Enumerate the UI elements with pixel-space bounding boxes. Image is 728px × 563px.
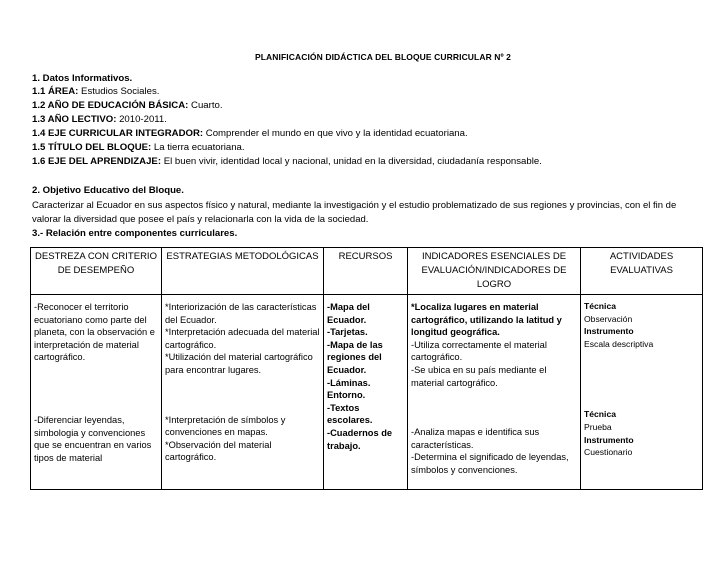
cell-destreza <box>31 295 162 490</box>
curricular-table <box>30 247 703 490</box>
recurso-item: Entorno. <box>327 390 366 401</box>
field-area <box>32 86 159 98</box>
instrumento-value: Escala descriptiva <box>584 338 654 349</box>
indicador-item: -Analiza mapas e identifica sus características. <box>411 427 540 450</box>
document-title: PLANIFICACIÓN DIDÁCTICA DEL BLOQUE CURRICULAR Nº 2 <box>254 52 512 62</box>
field-label: 1.1 ÁREA: <box>32 86 79 97</box>
tecnica-value: Prueba <box>584 421 612 432</box>
field-label: 1.5 TÍTULO DEL BLOQUE: <box>32 142 152 153</box>
recurso-item: -Mapa del Ecuador. <box>327 302 370 325</box>
field-value: Estudios Sociales. <box>78 86 160 97</box>
section3-heading: 3.- Relación entre componentes curriculares. <box>32 228 238 239</box>
indicador-item: -Se ubica en su país mediante el material cartográfico. <box>411 364 547 388</box>
header-actividades: ACTIVIDADES EVALUATIVAS <box>581 248 703 295</box>
estrategia-item: *Utilización del material cartográfico para encontrar lugares. <box>165 352 313 375</box>
destreza-a: -Reconocer el territorio ecuatoriano como parte del planeta, con la observación e interpretación de material cartográfico. <box>34 302 155 363</box>
cell-indicadores <box>408 295 581 490</box>
field-value: El buen vivir, identidad local y nacional, unidad en la diversidad, ciudadanía responsable. <box>161 156 542 167</box>
estrategia-item: *Interpretación de símbolos y convenciones en mapas. <box>165 414 286 438</box>
header-destreza: DESTREZA CON CRITERIO DE DESEMPEÑO <box>31 248 162 295</box>
field-label: 1.3 AÑO LECTIVO: <box>32 114 117 125</box>
instrumento-value: Cuestionario <box>584 447 633 458</box>
destreza-b: -Diferenciar leyendas, simbologia y convenciones que se encuentran en varios tipos de material <box>34 414 152 463</box>
instrumento-label: Instrumento <box>584 434 634 445</box>
cell-estrategias <box>162 295 324 490</box>
recurso-item: -Mapa de las regiones del Ecuador. <box>327 339 383 375</box>
indicador-item: *Localiza lugares en material cartográfico, utilizando la latitud y longitud geográfica. <box>411 302 562 338</box>
tecnica-label: Técnica <box>584 301 617 311</box>
section2-text: Caracterizar al Ecuador en sus aspectos físico y natural, mediante la investigación y el estudio problematizado de sus regiones y provincias, con el fin de valorar la diversidad que posee el país y relacionarla con la vida de la sociedad. <box>32 200 677 225</box>
table-header-row <box>31 248 703 295</box>
field-label: 1.2 AÑO DE EDUCACIÓN BÁSICA: <box>32 100 189 111</box>
indicador-item: -Determina el significado de leyendas, símbolos y convenciones. <box>411 452 569 475</box>
field-grade <box>32 100 223 112</box>
field-axis <box>32 128 468 140</box>
field-label: 1.4 EJE CURRICULAR INTEGRADOR: <box>32 128 204 139</box>
header-estrategias: ESTRATEGIAS METODOLÓGICAS <box>162 248 324 295</box>
field-block-title <box>32 142 245 154</box>
cell-actividades <box>581 295 703 490</box>
field-value: Cuarto. <box>188 100 223 111</box>
field-school-year <box>32 114 167 126</box>
recurso-item: -Textos escolares. <box>327 402 373 426</box>
table-row <box>31 295 703 490</box>
section2-heading: 2. Objetivo Educativo del Bloque. <box>32 185 184 196</box>
field-value: La tierra ecuatoriana. <box>151 142 245 153</box>
tecnica-value: Observación <box>584 313 633 324</box>
indicador-item: -Utiliza correctamente el material cartográfico. <box>411 339 547 363</box>
estrategia-item: *Interiorización de las características del Ecuador. <box>165 302 317 325</box>
field-value: Comprender el mundo en que vivo y la identidad ecuatoriana. <box>203 128 468 139</box>
estrategia-item: *Interpretación adecuada del material cartográfico. <box>165 327 320 350</box>
header-indicadores: INDICADORES ESENCIALES DE EVALUACIÓN/INDICADORES DE LOGRO <box>408 248 581 295</box>
estrategia-item: *Observación del material cartográfico. <box>165 439 272 463</box>
recurso-item: -Cuadernos de trabajo. <box>327 427 393 451</box>
field-value: 2010-2011. <box>116 114 167 125</box>
field-label: 1.6 EJE DEL APRENDIZAJE: <box>32 156 162 167</box>
recurso-item: -Láminas. <box>327 377 371 388</box>
tecnica-label: Técnica <box>584 409 617 420</box>
cell-recursos <box>324 295 408 490</box>
instrumento-label: Instrumento <box>584 326 634 337</box>
recurso-item: -Tarjetas. <box>327 327 368 338</box>
section1-heading: 1. Datos Informativos. <box>32 73 133 84</box>
field-learning-axis <box>32 156 542 168</box>
header-recursos: RECURSOS <box>324 248 408 295</box>
